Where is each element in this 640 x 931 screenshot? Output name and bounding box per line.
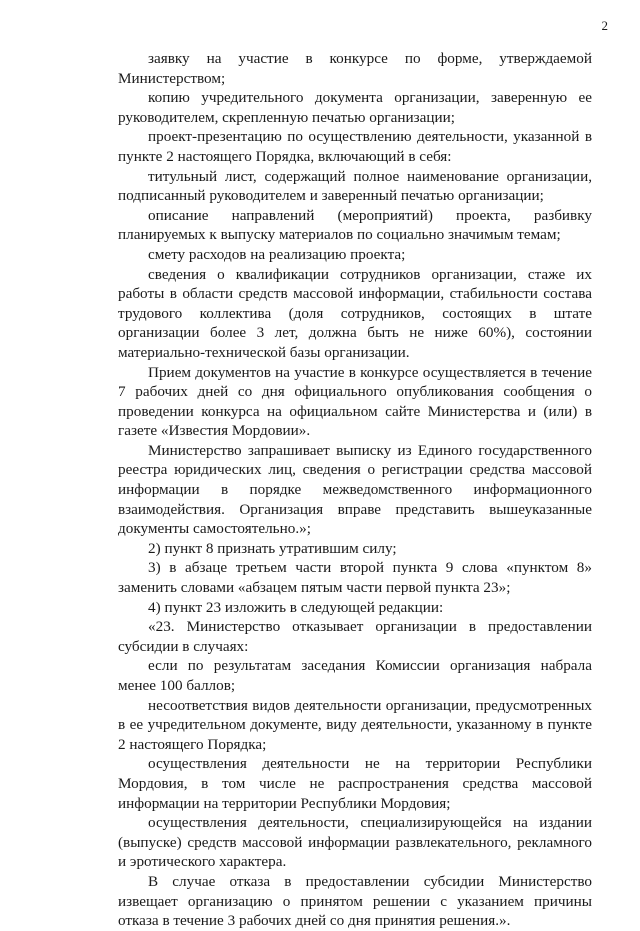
paragraph: 3) в абзаце третьем части второй пункта 9 слова «пунктом 8» заменить словами «абзацем пятым части первой пункта 23»; (118, 559, 592, 597)
paragraph: если по результатам заседания Комиссии организация набрала менее 100 баллов; (118, 657, 592, 694)
document-body (118, 49, 592, 931)
paragraph: осуществления деятельности, специализирующейся на издании (выпуске) средств массовой информации развлекательного, рекламного и эротического характера. (118, 814, 592, 871)
paragraph: несоответствия видов деятельности организации, предусмотренных в ее учредительном документе, виду деятельности, указанному в пункте 2 настоящего Порядка; (118, 696, 592, 753)
paragraph: титульный лист, содержащий полное наименование организации, подписанный руководителем и заверенный печатью организации; (118, 167, 592, 205)
paragraph: 4) пункт 23 изложить в следующей редакции: (148, 598, 444, 616)
paragraph: В случае отказа в предоставлении субсидии Министерство извещает организацию о принятом решении с указанием причины отказа в течение 3 рабочих дней со дня принятия решения.». (118, 872, 592, 930)
paragraph: сведения о квалификации сотрудников организации, стаже их работы в области средств массовой информации, стабильности состава трудового коллектива (доля сотрудников, состоящих в штате организации более 3 лет, должна быть не ниже 60%), состоянии материально-технической базы организации. (118, 265, 592, 361)
paragraph: заявку на участие в конкурсе по форме, утверждаемой Министерством; (118, 50, 592, 87)
paragraph: «23. Министерство отказывает организации в предоставлении субсидии в случаях: (118, 618, 592, 655)
paragraph: Прием документов на участие в конкурсе осуществляется в течение 7 рабочих дней со дня официального опубликования сообщения о проведении конкурса на официальном сайте Министерства и (или) в газете «Известия Мордовии». (118, 363, 592, 440)
paragraph: 2) пункт 8 признать утратившим силу; (148, 539, 397, 557)
paragraph: копию учредительного документа организации, заверенную ее руководителем, скрепленную печатью организации; (118, 89, 592, 126)
paragraph: осуществления деятельности не на территории Республики Мордовия, в том числе не распространения средства массовой информации на территории Республики Мордовия; (118, 755, 592, 812)
paragraph: Министерство запрашивает выписку из Единого государственного реестра юридических лиц, сведения о регистрации средства массовой информации в порядке межведомственного информационного взаимодействия. Организация вправе представить вышеуказанные документы самостоятельно.»; (118, 441, 592, 538)
paragraph: проект-презентацию по осуществлению деятельности, указанной в пункте 2 настоящего Порядка, включающий в себя: (118, 128, 592, 165)
page-number: 2 (601, 18, 608, 33)
paragraph: описание направлений (мероприятий) проекта, разбивку планируемых к выпуску материалов по социально значимым темам; (118, 206, 592, 244)
paragraph: смету расходов на реализацию проекта; (148, 245, 406, 263)
